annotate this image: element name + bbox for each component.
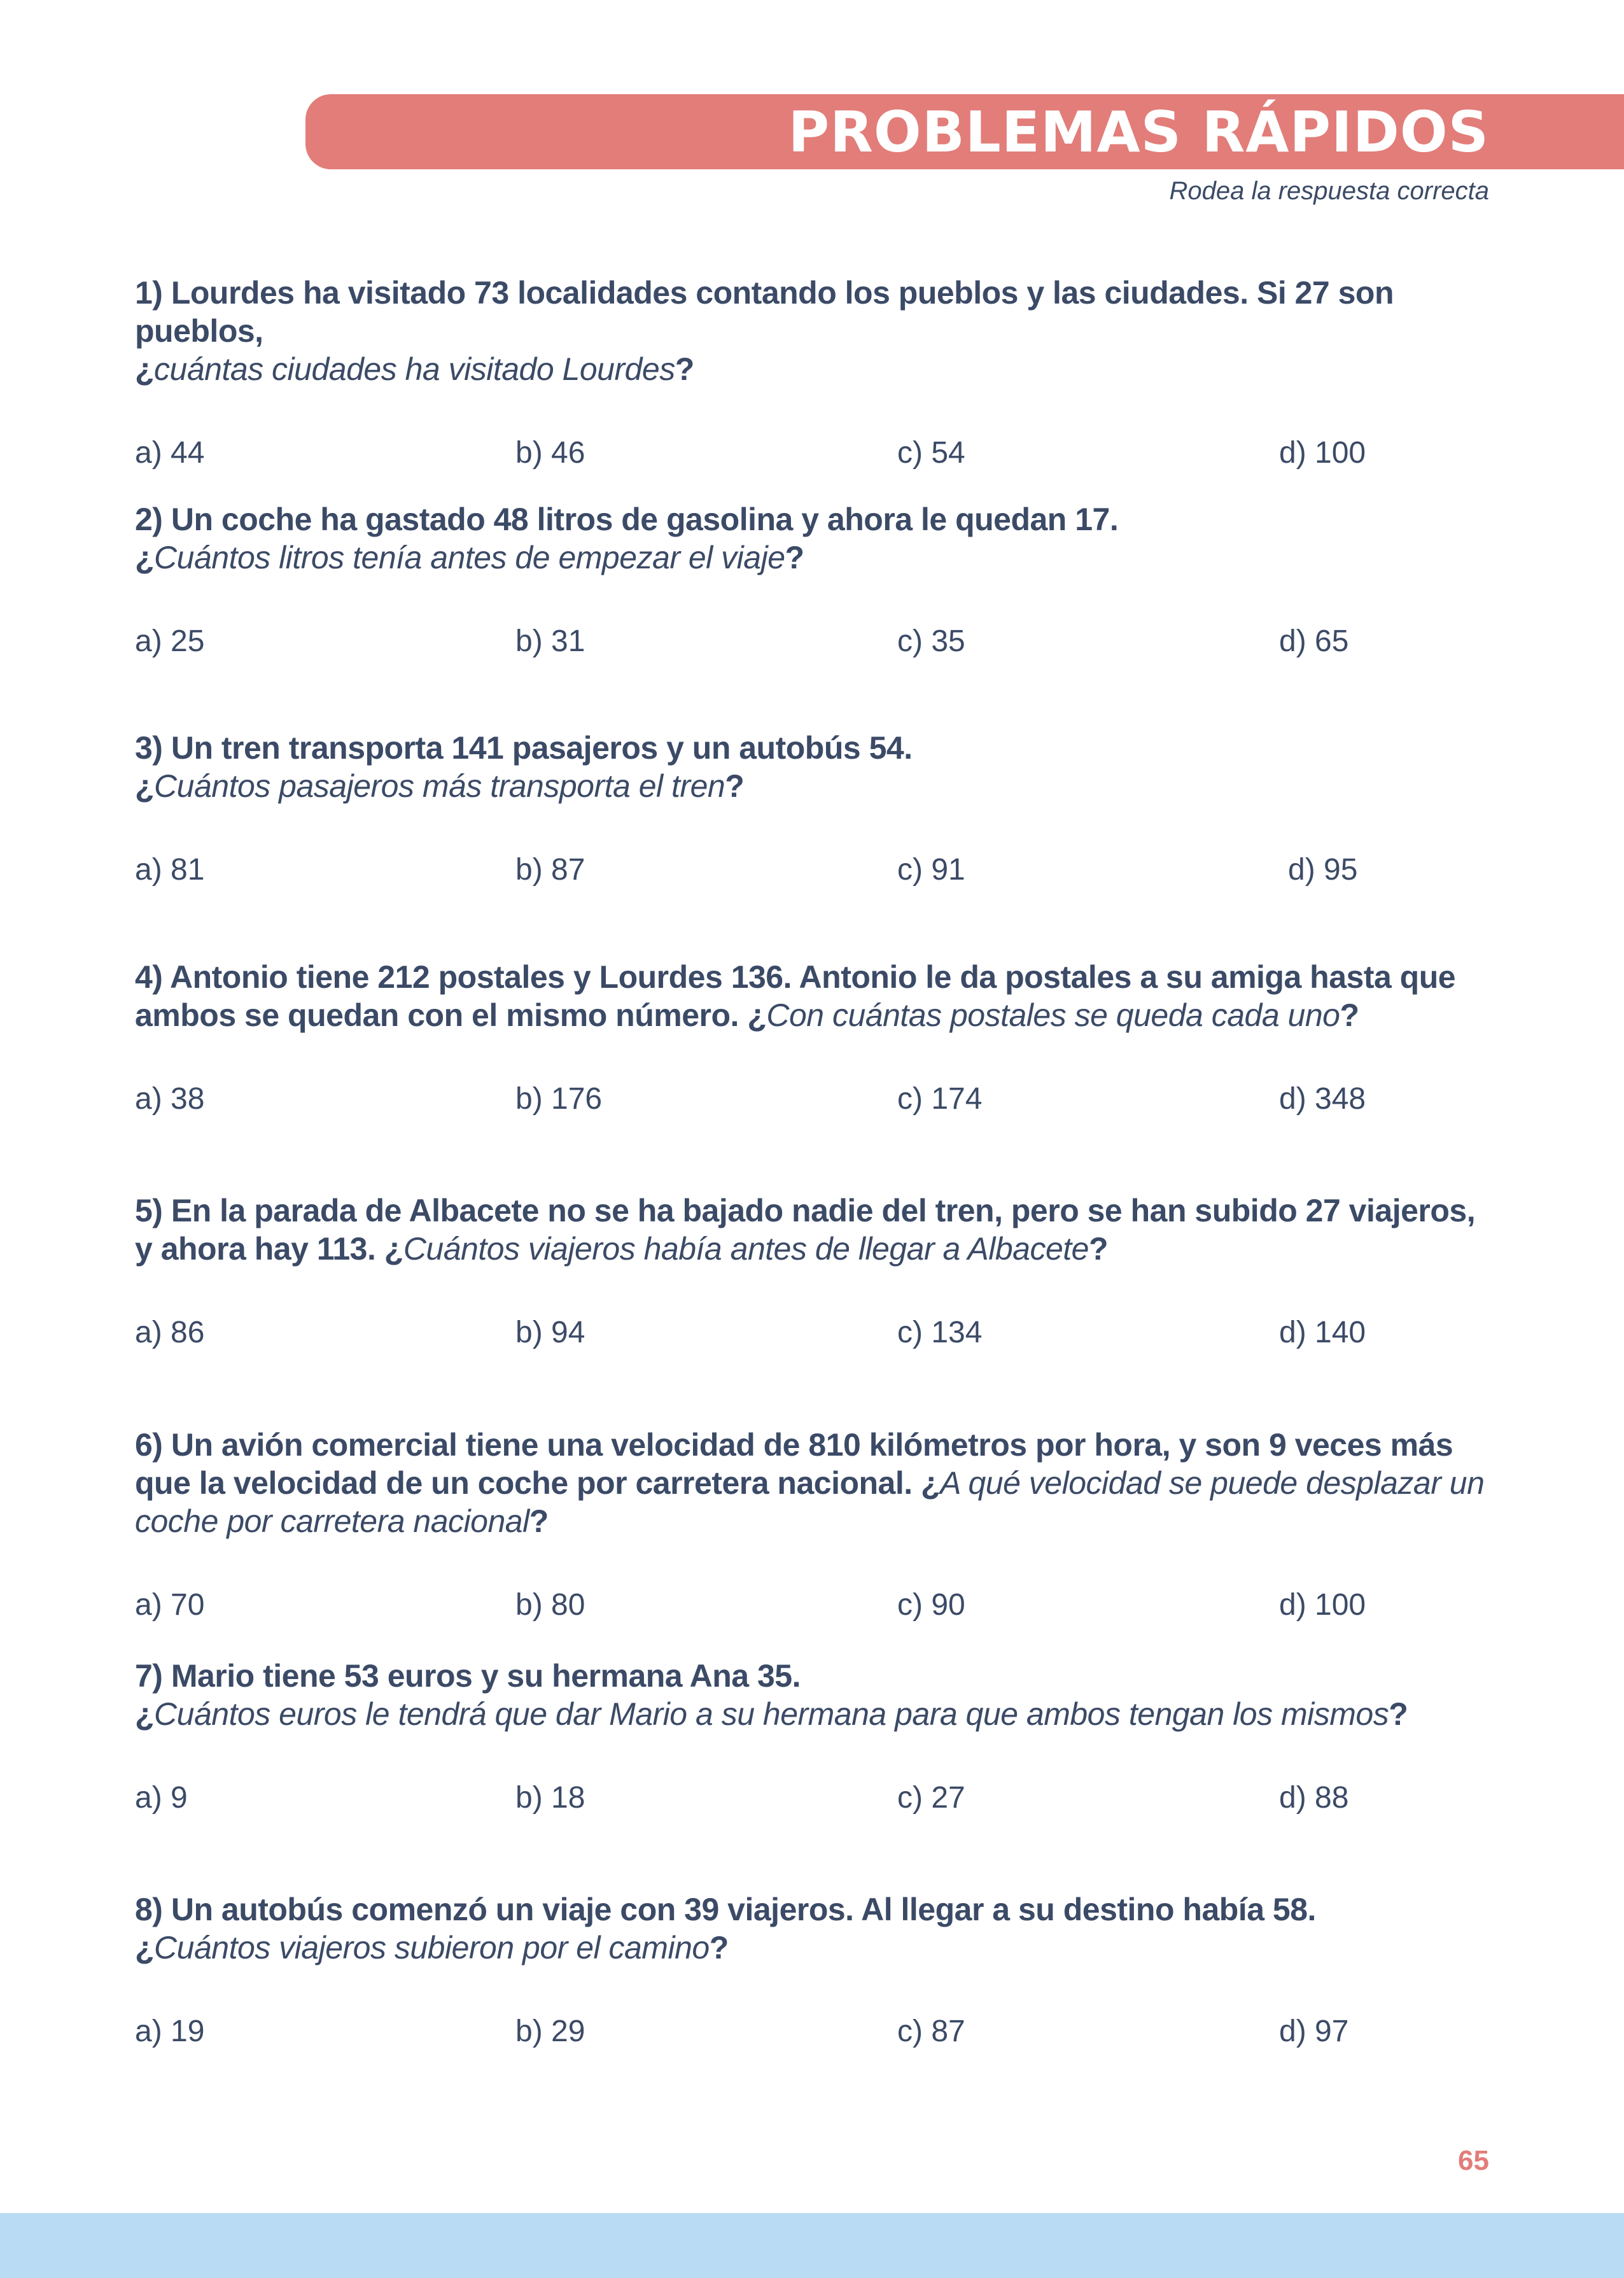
problem-5 bbox=[135, 1192, 1497, 1352]
problem-statement bbox=[135, 1657, 1497, 1733]
answer-option-c[interactable]: c) 174 bbox=[897, 1082, 983, 1116]
problem-statement bbox=[135, 1192, 1497, 1268]
question-open-mark: ¿ bbox=[747, 997, 767, 1033]
question-close-mark: ? bbox=[1088, 1231, 1108, 1267]
question-open-mark: ¿ bbox=[135, 1930, 155, 1965]
problem-text: 2) Un coche ha gastado 48 litros de gasolina y ahora le quedan 17. bbox=[135, 502, 1119, 537]
answer-option-d[interactable]: d) 100 bbox=[1279, 1588, 1366, 1622]
problem-2 bbox=[135, 500, 1497, 661]
answer-options bbox=[135, 1080, 1497, 1118]
answer-option-a[interactable]: a) 70 bbox=[135, 1588, 205, 1622]
problem-1 bbox=[135, 274, 1497, 472]
answer-option-b[interactable]: b) 94 bbox=[515, 1316, 585, 1349]
question-text: Cuántos viajeros había antes de llegar a Albacete bbox=[403, 1231, 1089, 1267]
answer-option-c[interactable]: c) 90 bbox=[897, 1588, 965, 1622]
question-close-mark: ? bbox=[785, 540, 804, 575]
question-text: Cuántos pasajeros más transporta el tren bbox=[154, 768, 725, 804]
question-close-mark: ? bbox=[529, 1503, 549, 1539]
question-open-mark: ¿ bbox=[135, 768, 155, 804]
answer-option-b[interactable]: b) 18 bbox=[515, 1781, 585, 1815]
answer-options bbox=[135, 1779, 1497, 1817]
problem-8 bbox=[135, 1890, 1497, 2051]
answer-option-a[interactable]: a) 19 bbox=[135, 2014, 205, 2048]
problem-statement bbox=[135, 274, 1497, 388]
problem-3 bbox=[135, 729, 1497, 889]
question-text: Cuántos viajeros subieron por el camino bbox=[154, 1930, 710, 1965]
answer-option-c[interactable]: c) 27 bbox=[897, 1781, 965, 1815]
problem-text: 1) Lourdes ha visitado 73 localidades contando los pueblos y las ciudades. Si 27 son pueblos, bbox=[135, 275, 1394, 349]
question-open-mark: ¿ bbox=[135, 1696, 155, 1732]
answer-options bbox=[135, 1586, 1497, 1624]
question-open-mark: ¿ bbox=[384, 1231, 403, 1267]
answer-option-a[interactable]: a) 81 bbox=[135, 853, 205, 887]
problem-statement bbox=[135, 958, 1497, 1034]
question-text: Cuántos euros le tendrá que dar Mario a su hermana para que ambos tengan los mismos bbox=[154, 1696, 1389, 1732]
page-number: 65 bbox=[1458, 2145, 1489, 2176]
answer-option-a[interactable]: a) 25 bbox=[135, 624, 205, 658]
question-open-mark: ¿ bbox=[135, 540, 155, 575]
problem-text: 7) Mario tiene 53 euros y su hermana Ana 35. bbox=[135, 1658, 801, 1694]
answer-option-b[interactable]: b) 176 bbox=[515, 1082, 603, 1116]
problem-statement bbox=[135, 1426, 1497, 1540]
answer-option-d[interactable]: d) 140 bbox=[1279, 1316, 1366, 1349]
problem-text: 5) En la parada de Albacete no se ha bajado nadie del tren, pero se han subido 27 viajeros, y ahora hay 113. bbox=[135, 1193, 1476, 1267]
question-close-mark: ? bbox=[709, 1930, 729, 1965]
question-open-mark: ¿ bbox=[135, 351, 155, 387]
answer-option-d[interactable]: d) 65 bbox=[1279, 624, 1349, 658]
question-text: A qué velocidad se puede desplazar un coche por carretera nacional bbox=[135, 1465, 1485, 1539]
answer-option-b[interactable]: b) 29 bbox=[515, 2014, 585, 2048]
question-close-mark: ? bbox=[725, 768, 745, 804]
problem-text: 4) Antonio tiene 212 postales y Lourdes 136. Antonio le da postales a su amiga hasta que ambos se quedan con el mismo número. bbox=[135, 959, 1456, 1033]
problem-text: 3) Un tren transporta 141 pasajeros y un autobús 54. bbox=[135, 730, 913, 766]
question-text: Cuántos litros tenía antes de empezar el viaje bbox=[154, 540, 785, 575]
answer-options bbox=[135, 434, 1497, 472]
page-title: PROBLEMAS RÁPIDOS bbox=[788, 99, 1489, 165]
question-close-mark: ? bbox=[1389, 1696, 1408, 1732]
answer-option-c[interactable]: c) 35 bbox=[897, 624, 965, 658]
answer-options bbox=[135, 622, 1497, 661]
problem-text: 8) Un autobús comenzó un viaje con 39 viajeros. Al llegar a su destino había 58. bbox=[135, 1892, 1316, 1927]
problem-4 bbox=[135, 958, 1497, 1118]
question-text: cuántas ciudades ha visitado Lourdes bbox=[154, 351, 675, 387]
answer-option-c[interactable]: c) 134 bbox=[897, 1316, 983, 1349]
answer-option-c[interactable]: c) 87 bbox=[897, 2014, 965, 2048]
answer-option-d[interactable]: d) 97 bbox=[1279, 2014, 1349, 2048]
question-close-mark: ? bbox=[675, 351, 694, 387]
answer-option-b[interactable]: b) 80 bbox=[515, 1588, 585, 1622]
problem-statement bbox=[135, 1890, 1497, 1967]
question-close-mark: ? bbox=[1340, 997, 1359, 1033]
answer-option-d[interactable]: d) 88 bbox=[1279, 1781, 1349, 1815]
problem-7 bbox=[135, 1657, 1497, 1817]
answer-option-a[interactable]: a) 86 bbox=[135, 1316, 205, 1349]
answer-option-b[interactable]: b) 31 bbox=[515, 624, 585, 658]
answer-option-b[interactable]: b) 87 bbox=[515, 853, 585, 887]
answer-option-c[interactable]: c) 91 bbox=[897, 853, 965, 887]
answer-option-d[interactable]: d) 100 bbox=[1279, 436, 1366, 470]
problem-text: 6) Un avión comercial tiene una velocidad de 810 kilómetros por hora, y son 9 veces más que la velocidad de un coche por carretera nacional. bbox=[135, 1427, 1453, 1501]
question-open-mark: ¿ bbox=[921, 1465, 941, 1501]
answer-option-d[interactable]: d) 95 bbox=[1288, 853, 1358, 887]
problem-6 bbox=[135, 1426, 1497, 1624]
answer-options bbox=[135, 851, 1497, 889]
title-banner bbox=[305, 94, 1624, 169]
answer-options bbox=[135, 1314, 1497, 1352]
answer-option-b[interactable]: b) 46 bbox=[515, 436, 585, 470]
problem-statement bbox=[135, 729, 1497, 805]
question-text: Con cuántas postales se queda cada uno bbox=[766, 997, 1340, 1033]
answer-option-a[interactable]: a) 44 bbox=[135, 436, 205, 470]
answer-option-a[interactable]: a) 38 bbox=[135, 1082, 205, 1116]
answer-option-a[interactable]: a) 9 bbox=[135, 1781, 188, 1815]
answer-options bbox=[135, 2013, 1497, 2051]
answer-option-c[interactable]: c) 54 bbox=[897, 436, 965, 470]
instruction-text: Rodea la respuesta correcta bbox=[1169, 177, 1489, 205]
footer-band bbox=[0, 2213, 1624, 2278]
answer-option-d[interactable]: d) 348 bbox=[1279, 1082, 1366, 1116]
problem-statement bbox=[135, 500, 1497, 577]
